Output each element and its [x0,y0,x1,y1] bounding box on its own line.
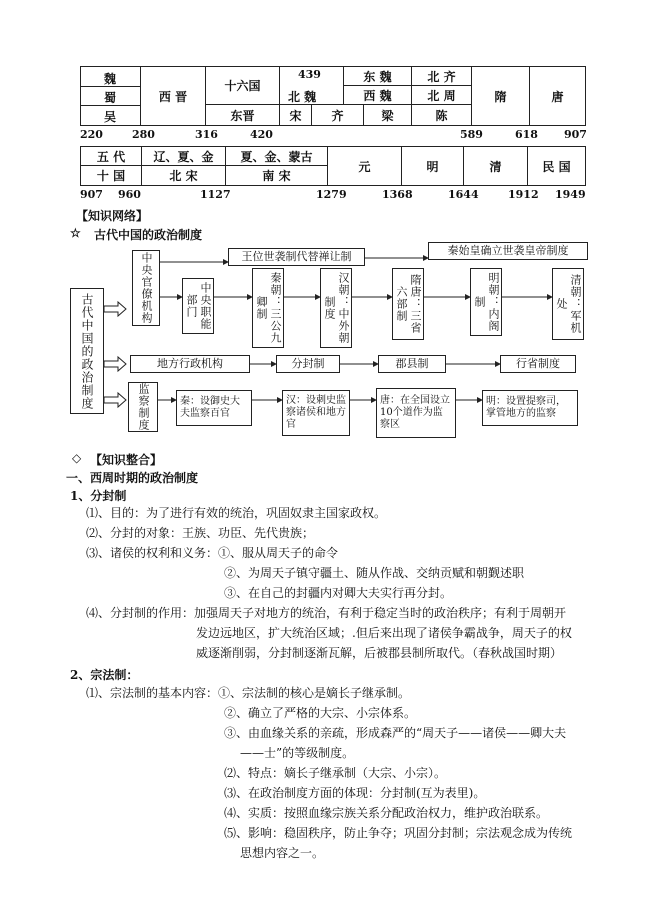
year-220: 220 [80,128,103,141]
zongfa-2: ②、确立了严格的大宗、小宗体系。 [224,706,417,720]
year-589: 589 [460,128,483,141]
label-beisong: 北 宋 [169,169,198,183]
cell-beisong [142,166,226,186]
para-effect-3: 威逐渐削弱，分封制逐渐瓦解，后被郡县制所取代。（春秋战国时期） [196,646,563,660]
subsection-zongfa: 2、宗法制： [70,668,139,682]
label-shiguo: 十 国 [96,169,126,183]
year-1644: 1644 [448,188,479,201]
label-ming: 明 [426,159,439,174]
year-280: 280 [132,128,155,141]
label-beizhou: 北 周 [427,88,456,103]
para-effect-2: 发边远地区，扩大统治区域；.但后来出现了诸侯争霸战争，周天子的权 [196,626,572,640]
label-tang: 唐 [551,89,564,104]
cell-nansong [226,166,328,186]
jiancha-qin-box: 秦：设御史大夫监察百官 [176,390,252,426]
label-xiwei: 西 魏 [363,88,392,103]
han-box: 汉朝：中外朝制度 [320,268,352,348]
label-wei: 魏 [104,72,117,86]
ming-box: 明朝：内阁制 [470,268,502,336]
cell-dongwei [344,66,412,86]
label-chen: 陈 [435,108,448,123]
zongfa-1: ⑴、宗法制的基本内容：①、宗法制的核心是嫡长子继承制。 [86,686,411,700]
zongfa-7b: 思想内容之一。 [240,846,325,860]
zongfa-5: ⑶、在政治制度方面的体现：分封制(互为表里)。 [224,786,486,800]
label-beiqi: 北 齐 [427,69,456,84]
label-dongwei: 东 魏 [363,69,392,84]
para-rights-3: ③、在自己的封疆内对卿大夫实行再分封。 [224,586,453,600]
label-xijin: 西 晋 [158,89,188,104]
year-1279: 1279 [316,188,347,201]
jiancha-tang-box: 唐：在全国设立10个道作为监察区 [376,388,456,438]
label-shu: 蜀 [104,91,117,105]
star-icon: ☆ [70,226,81,240]
diamond-icon: ◇ [72,451,82,465]
para-objects: ⑵、分封的对象：王族、功臣、先代贵族； [86,526,315,540]
xingsheng-box: 行省制度 [500,355,576,373]
top-box-2: 秦始皇确立世袭皇帝制度 [428,242,588,260]
label-nansong: 南 宋 [262,169,291,183]
year-618: 618 [515,128,538,141]
cell-xijin [140,66,206,126]
zongfa-7a: ⑸、影响：稳固秩序，防止争夺；巩固分封制；宗法观念成为传统 [224,826,573,840]
zongfa-3b: ——士”的等级制度。 [240,746,355,760]
label-439: 439 [298,68,321,81]
integration-heading: 【知识整合】 [90,453,163,467]
year-420: 420 [250,128,273,141]
year-1949: 1949 [555,188,586,201]
cell-dongjin [206,105,280,126]
label-yuan: 元 [358,159,371,174]
top-box-1: 王位世袭制代替禅让制 [228,248,365,266]
para-purpose: ⑴、目的：为了进行有效的统治，巩固奴隶主国家政权。 [86,506,387,520]
qing-box: 清朝：军机处 [552,268,584,340]
label-song: 宋 [289,108,302,123]
cell-sui [472,66,530,126]
cell-minguo [528,146,586,186]
para-rights-2: ②、为周天子镇守疆土、随从作战、交纳贡赋和朝觐述职 [224,566,525,580]
year-1368: 1368 [382,188,413,201]
label-dongjin: 东晋 [230,108,255,123]
network-title: 古代中国的政治制度 [94,228,203,242]
cell-liang [364,105,412,126]
cell-qing [464,146,528,186]
zongfa-4: ⑵、特点：嫡长子继承制（大宗、小宗）。 [224,766,447,780]
cell-xiajinmenggu [226,146,328,166]
cell-song [280,105,312,126]
label-wu: 吴 [104,110,117,124]
para-effect-1: ⑷、分封制的作用：加强周天子对地方的统治，有利于稳定当时的政治秩序；有利于周朝开 [86,606,567,620]
central-bureaucracy-box: 中央官僚机构 [132,250,160,326]
knowledge-network-heading: 【知识网络】 [76,209,149,223]
cell-16guo [206,66,280,105]
fenfeng-box: 分封制 [276,355,340,373]
label-beiwei: 北 魏 [288,90,317,104]
cell-beiqi [412,66,472,86]
label-liang: 梁 [381,108,394,123]
cell-liaoxiajin [142,146,226,166]
section-1-title: 一、西周时期的政治制度 [66,471,199,485]
label-sui: 隋 [494,89,507,104]
cell-xiwei [344,86,412,105]
qin-box: 秦朝：三公九卿制 [252,268,284,348]
cell-tang [530,66,586,126]
cell-beizhou [412,86,472,105]
label-liaoxiajin: 辽、夏、金 [153,149,214,164]
suitang-box: 隋唐：三省六部制 [392,268,424,340]
jiancha-box: 监察制度 [128,382,158,432]
year-316: 316 [195,128,218,141]
root-box: 古代中国的政治制度 [70,288,104,414]
label-qi: 齐 [331,108,344,123]
jiancha-han-box: 汉：设刺史监察诸侯和地方官 [282,390,350,436]
label-minguo: 民 国 [542,159,571,174]
year-907b: 907 [80,188,103,201]
label-qing: 清 [489,159,502,174]
subsection-fenfeng: 1、分封制 [70,489,127,503]
zongfa-6: ⑷、实质：按照血缘宗族关系分配政治权力，维护政治联系。 [224,806,549,820]
year-1912: 1912 [508,188,539,201]
label-wudai: 五 代 [96,149,126,164]
central-functional-box: 中央职能部门 [182,278,214,334]
jiancha-ming-box: 明：设置提察司，掌管地方的监察 [482,390,578,426]
year-960: 960 [118,188,141,201]
cell-wudai [80,146,142,166]
cell-chen [412,105,472,126]
label-shiliuguo: 十六国 [224,79,261,93]
year-907: 907 [564,128,587,141]
year-1127: 1127 [200,188,231,201]
local-admin-box: 地方行政机构 [130,355,250,373]
zongfa-3a: ③、由血缘关系的亲疏，形成森严的“周天子——诸侯——卿大夫 [224,726,567,740]
label-xiajinmenggu: 夏、金、蒙古 [240,149,313,164]
cell-qi [312,105,364,126]
cell-yuan [328,146,402,186]
para-rights-1: ⑶、诸侯的权利和义务：①、服从周天子的命令 [86,546,339,560]
junxian-box: 郡县制 [378,355,446,373]
cell-ming [402,146,464,186]
cell-shiguo [80,166,142,186]
